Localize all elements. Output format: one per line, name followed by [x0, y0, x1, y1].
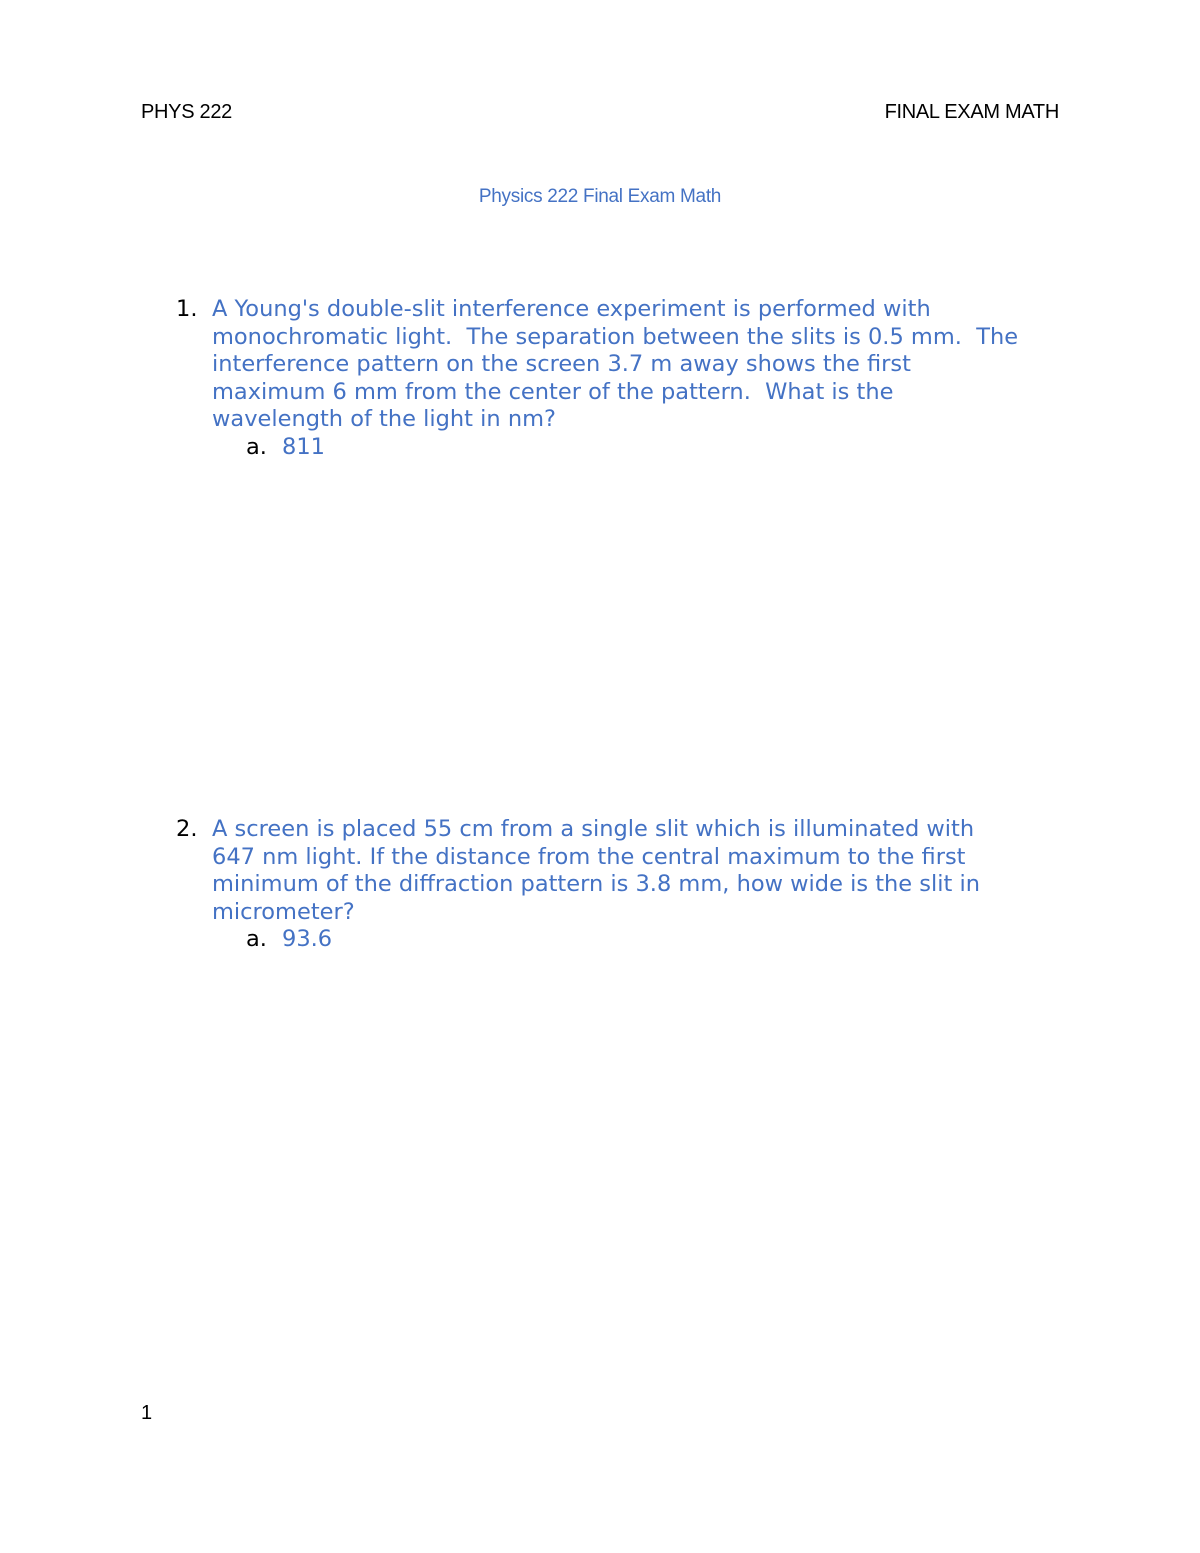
- page-title: Physics 222 Final Exam Math: [478, 186, 722, 207]
- answer-value: 811: [282, 433, 325, 460]
- question-line: wavelength of the light in nm?: [212, 406, 556, 432]
- question-number: 2.: [176, 816, 198, 842]
- header-document-label: FINAL EXAM MATH: [884, 101, 1059, 123]
- page-number: 1: [141, 1402, 153, 1424]
- question-line: maximum 6 mm from the center of the pattern. What is the: [212, 378, 894, 405]
- question-text: [212, 816, 1062, 926]
- question-line: minimum of the diffraction pattern is 3.8 mm, how wide is the slit in: [212, 871, 980, 897]
- question-text: [212, 296, 1062, 434]
- question-line: A screen is placed 55 cm from a single slit which is illuminated with: [212, 816, 975, 842]
- header-course-code: PHYS 222: [141, 101, 232, 123]
- question-1: [176, 296, 1076, 461]
- question-line: 647 nm light. If the distance from the central maximum to the first: [212, 843, 966, 870]
- question-line: micrometer?: [212, 898, 355, 925]
- answer-letter: a.: [246, 433, 267, 460]
- question-line: A Young's double-slit interference experiment is performed with: [212, 296, 931, 322]
- answer-item: [246, 926, 1076, 954]
- answer-value: 93.6: [282, 926, 333, 952]
- answer-item: [246, 434, 1076, 462]
- question-2: [176, 816, 1076, 954]
- question-line: monochromatic light. The separation between the slits is 0.5 mm. The: [212, 323, 1019, 350]
- answer-letter: a.: [246, 926, 267, 952]
- question-line: interference pattern on the screen 3.7 m away shows the first: [212, 351, 911, 377]
- question-number: 1.: [176, 296, 198, 322]
